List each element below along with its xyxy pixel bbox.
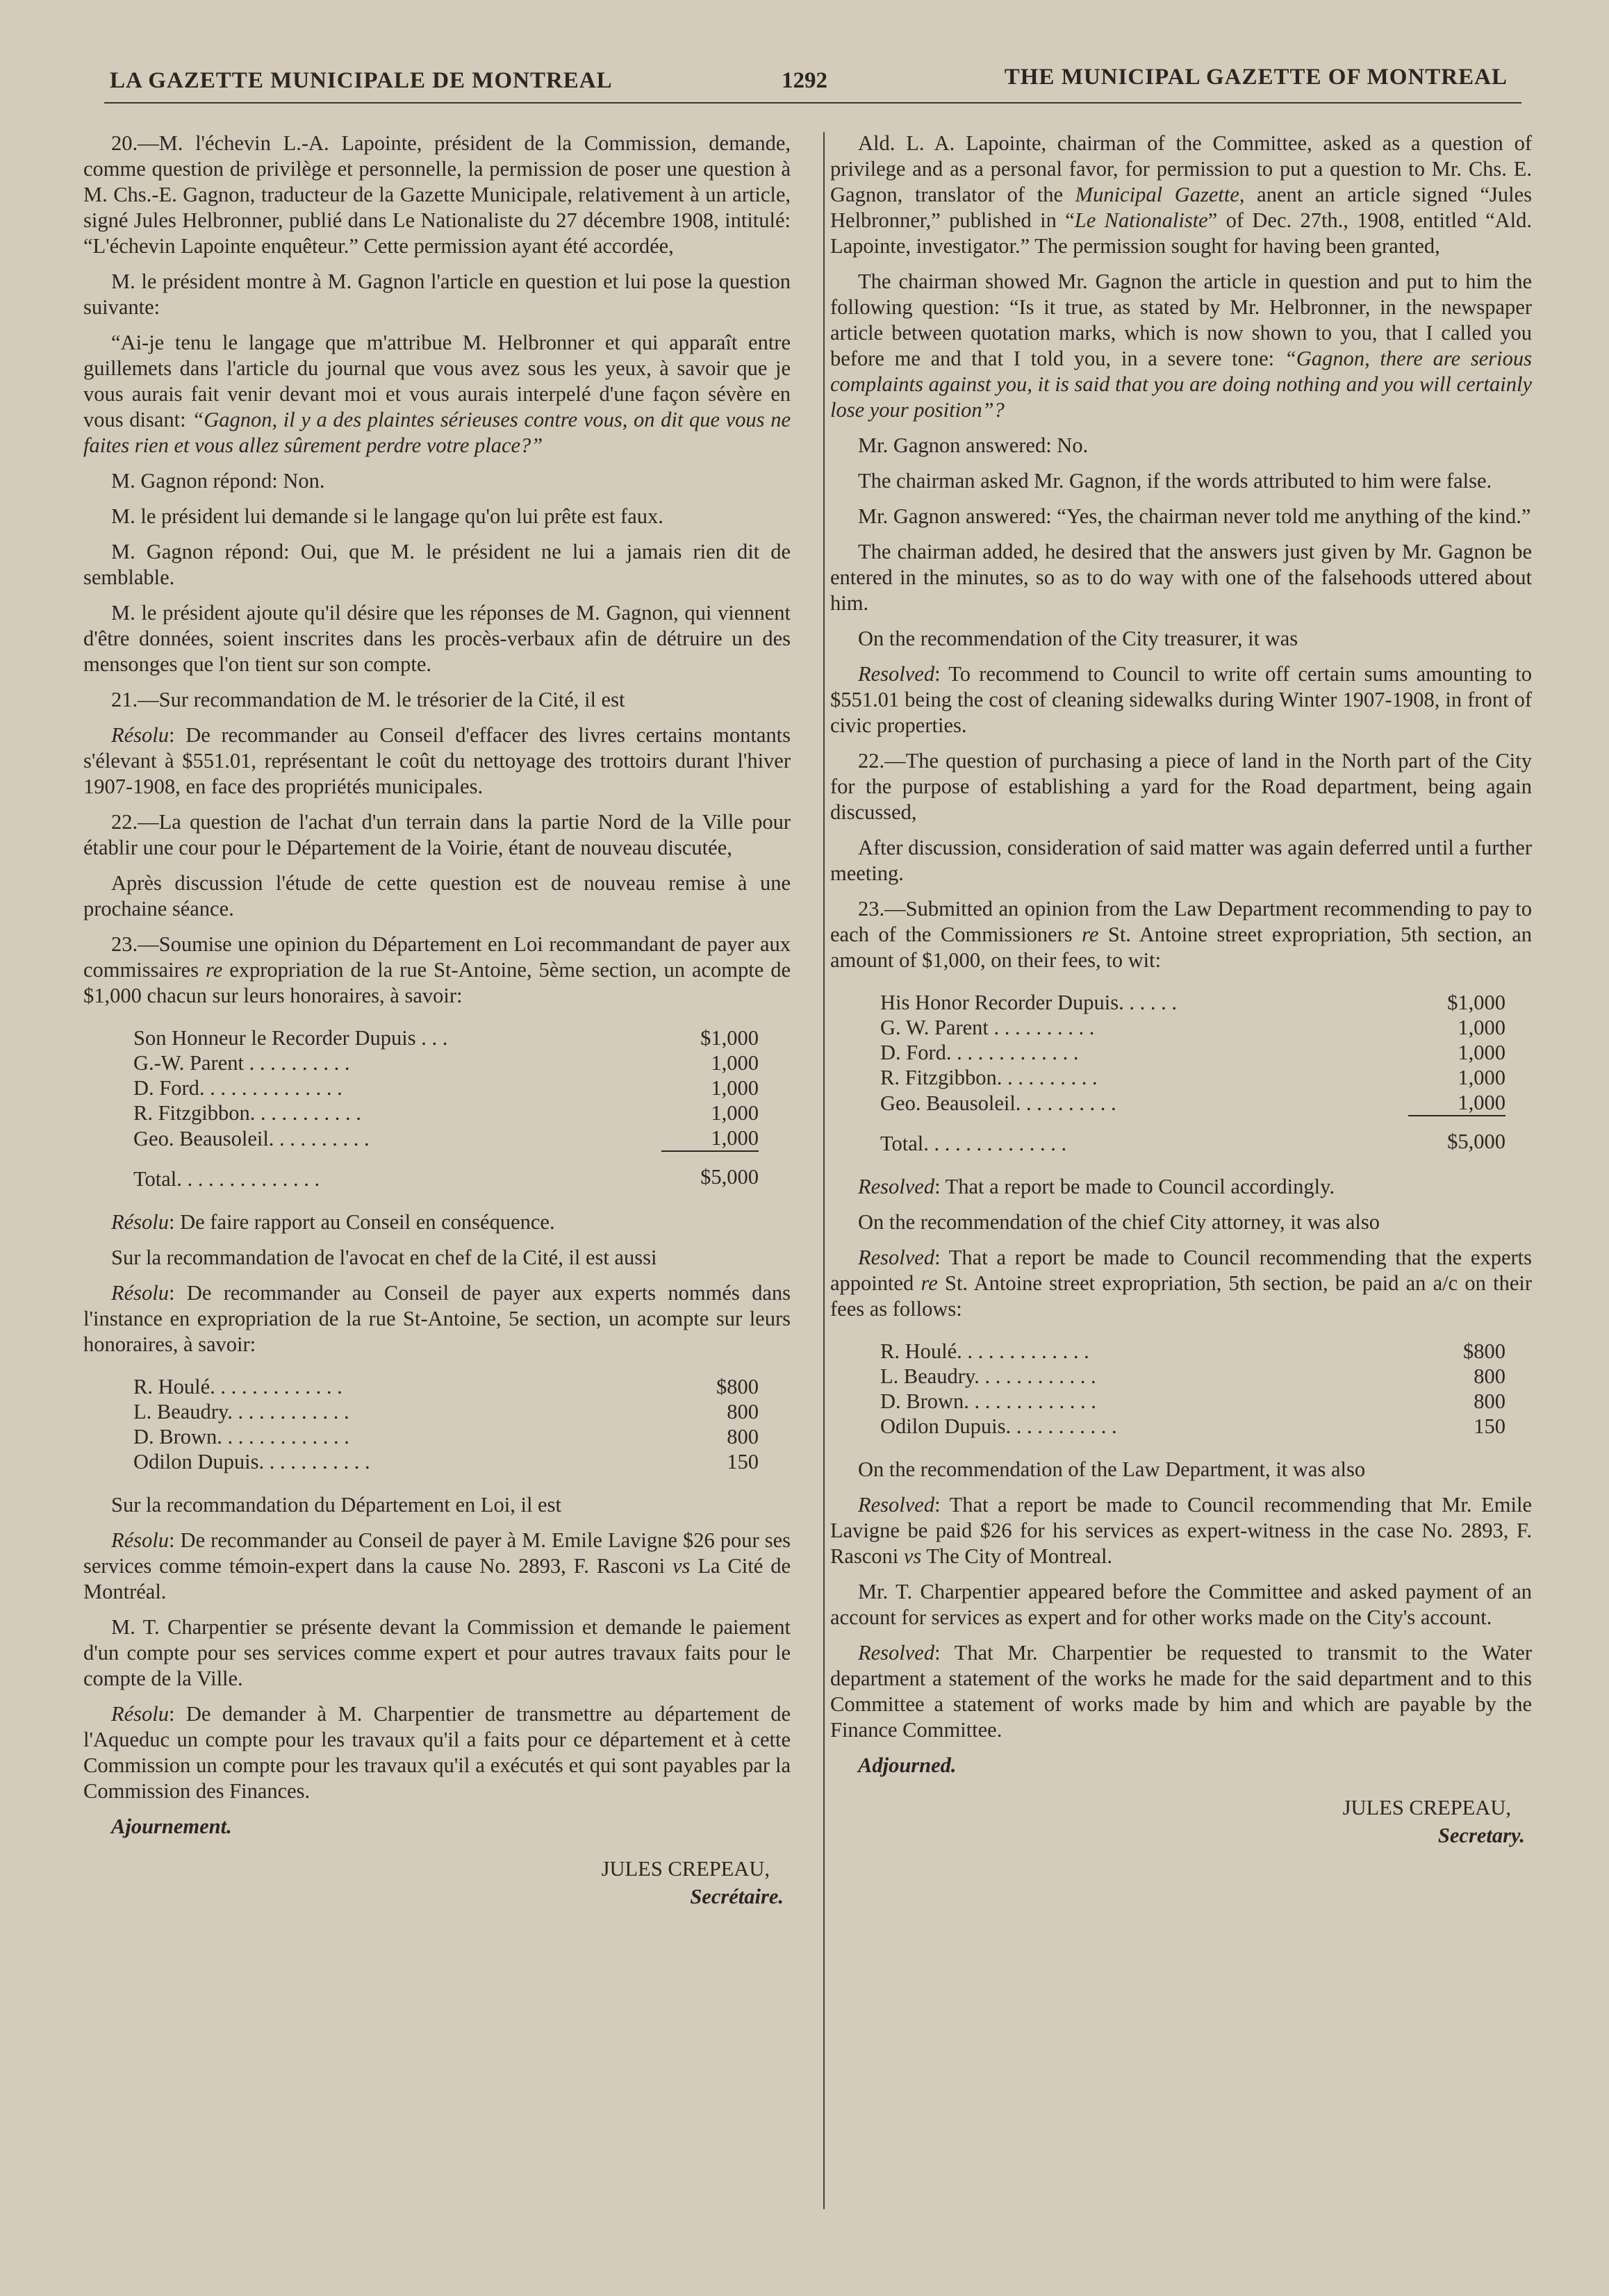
paragraph: On the recommendation of the chief City attorney, it was also (858, 1210, 1380, 1234)
header-french-title: LA GAZETTE MUNICIPALE DE MONTREAL (110, 68, 613, 93)
signature-name: JULES CREPEAU, (1342, 1796, 1511, 1819)
table-row: G. W. Parent . . . . . . . . . . 1,000 (880, 1016, 1505, 1039)
paragraph: Mr. Gagnon answered: “Yes, the chairman never told me anything of the kind.” (858, 504, 1531, 528)
paragraph: Mr. T. Charpentier appeared before the Committee and asked payment of an account for services as expert and for other works made on the City's account. (830, 1580, 1532, 1629)
adjournment: Ajournement. (111, 1815, 232, 1838)
table-row: L. Beaudry. . . . . . . . . . . . 800 (133, 1400, 759, 1423)
table-row: Odilon Dupuis. . . . . . . . . . . 150 (133, 1450, 759, 1473)
page-number: 1292 (782, 68, 827, 93)
table-row: D. Brown. . . . . . . . . . . . . 800 (133, 1425, 759, 1448)
paragraph: 22.—The question of purchasing a piece of land in the North part of the City for the purpose of establishing a yard for the Road department, being again discussed, (830, 749, 1532, 824)
paragraph: The chairman asked Mr. Gagnon, if the words attributed to him were false. (858, 469, 1492, 493)
table-total-row: Total. . . . . . . . . . . . . . $5,000 (133, 1151, 759, 1191)
paragraph: Sur la recommandation de l'avocat en chef de la Cité, il est aussi (111, 1246, 657, 1269)
paragraph: The chairman showed Mr. Gagnon the article in question and put to him the following question: “Is it true, as stated by Mr. Helbronner, in the newspaper article between quotation marks, which is now shown to you, that I called you before me and that I told you, in a severe tone: “Gagnon, there are serious complaints against you, it is said that you are doing nothing and you will certainly lose your position”? (830, 270, 1532, 422)
paragraph: On the recommendation of the City treasurer, it was (858, 627, 1298, 650)
table-row: Son Honneur le Recorder Dupuis . . . $1,000 (133, 1026, 759, 1050)
paragraph: 23.—Submitted an opinion from the Law Department recommending to pay to each of the Commissioners re St. Antoine street expropriation, 5th section, an amount of $1,000, on their fees, to wit: (830, 897, 1532, 972)
commissioners-table (133, 1025, 759, 1191)
paragraph: After discussion, consideration of said matter was again deferred until a further meeting. (830, 836, 1532, 885)
signature-name: JULES CREPEAU, (601, 1857, 770, 1881)
table-row: Geo. Beausoleil. . . . . . . . . . 1,000 (880, 1091, 1505, 1115)
header-rule (104, 102, 1521, 104)
table-row: R. Fitzgibbon. . . . . . . . . . 1,000 (880, 1066, 1505, 1089)
resolution: Résolu: De recommander au Conseil d'effacer des livres certains montants s'élevant à $551.01, représentant le coût du nettoyage des trottoirs durant l'hiver 1907-1908, en face des propriétés municipales. (83, 723, 791, 798)
signature-block (830, 1794, 1525, 1849)
paragraph: On the recommendation of the Law Department, it was also (858, 1457, 1366, 1481)
commissioners-table (880, 990, 1505, 1156)
paragraph: “Ai-je tenu le langage que m'attribue M. Helbronner et qui apparaît entre guillemets dans l'article du journal que vous avez sous les yeux, à savoir que je vous aurais fait venir devant moi et vous aurais interpelé d'une façon sévère en vous disant: “Gagnon, il y a des plaintes sérieuses contre vous, on dit que vous ne faites rien et vous allez sûrement perdre votre place?” (83, 331, 791, 457)
french-column (83, 131, 791, 1910)
paragraph: 22.—La question de l'achat d'un terrain dans la partie Nord de la Ville pour établir une cour pour le Département de la Voirie, étant de nouveau discutée, (83, 810, 791, 859)
paragraph: The chairman added, he desired that the answers just given by Mr. Gagnon be entered in the minutes, so as to do way with one of the falsehoods uttered about him. (830, 540, 1532, 615)
paragraph: Sur la recommandation du Département en Loi, il est (111, 1493, 561, 1517)
table-row: D. Brown. . . . . . . . . . . . . 800 (880, 1389, 1505, 1413)
table-row: R. Houlé. . . . . . . . . . . . . $800 (133, 1375, 759, 1398)
paragraph: 21.—Sur recommandation de M. le trésorier de la Cité, il est (111, 688, 625, 711)
header-english-title: THE MUNICIPAL GAZETTE OF MONTREAL (1004, 65, 1508, 90)
table-row: R. Fitzgibbon. . . . . . . . . . . 1,000 (133, 1101, 759, 1125)
paragraph: Ald. L. A. Lapointe, chairman of the Committee, asked as a question of privilege and as a personal favor, for permission to put a question to Mr. Chs. E. Gagnon, translator of the Municipal Gazette, anent an article signed “Jules Helbronner,” published in “Le Nationaliste” of Dec. 27th., 1908, entitled “Ald. Lapointe, investigator.” The permission sought for having been granted, (830, 131, 1532, 258)
paragraph: M. le président lui demande si le langage qu'on lui prête est faux. (111, 504, 663, 528)
resolution: Résolu: De recommander au Conseil de payer aux experts nommés dans l'instance en expropriation de la rue St-Antoine, 5e section, un acompte sur leurs honoraires, à savoir: (83, 1281, 791, 1356)
paragraph: 20.—M. l'échevin L.-A. Lapointe, président de la Commission, demande, comme question de privilège et personnelle, la permission de poser une question à M. Chs.-E. Gagnon, traducteur de la Gazette Municipale, relativement à un article, signé Jules Helbronner, publié dans Le Nationaliste du 27 décembre 1908, intitulé: “L'échevin Lapointe enquêteur.” Cette permission ayant été accordée, (83, 131, 791, 258)
paragraph: Mr. Gagnon answered: No. (858, 433, 1089, 457)
paragraph: 23.—Soumise une opinion du Département en Loi recommandant de payer aux commissaires re expropriation de la rue St-Antoine, 5ème section, un acompte de $1,000 chacun sur leurs honoraires, à savoir: (83, 932, 791, 1007)
paragraph: M. le président ajoute qu'il désire que les réponses de M. Gagnon, qui viennent d'être données, soient inscrites dans les procès-verbaux afin de détruire un des mensonges que l'on tient sur son compte. (83, 601, 791, 676)
resolution: Résolu: De faire rapport au Conseil en conséquence. (111, 1210, 555, 1234)
experts-table (133, 1374, 759, 1474)
adjournment: Adjourned. (858, 1753, 957, 1777)
resolution: Resolved: That a report be made to Council accordingly. (858, 1175, 1335, 1198)
table-row: Geo. Beausoleil. . . . . . . . . . 1,000 (133, 1126, 759, 1150)
table-row: D. Ford. . . . . . . . . . . . . 1,000 (880, 1041, 1505, 1064)
resolution: Resolved: That a report be made to Council recommending that Mr. Emile Lavigne be paid $26 for his services as expert-witness in the case No. 2893, F. Rasconi vs The City of Montreal. (830, 1493, 1532, 1568)
paragraph: M. le président montre à M. Gagnon l'article en question et lui pose la question suivante: (83, 270, 791, 319)
paragraph: M. Gagnon répond: Non. (111, 469, 325, 493)
resolution: Resolved: That a report be made to Council recommending that the experts appointed re St. Antoine street expropriation, 5th section, be paid an a/c on their fees as follows: (830, 1246, 1533, 1321)
resolution: Résolu: De recommander au Conseil de payer à M. Emile Lavigne $26 pour ses services comme témoin-expert dans la cause No. 2893, F. Rasconi vs La Cité de Montréal. (83, 1528, 791, 1603)
table-row: Odilon Dupuis. . . . . . . . . . . 150 (880, 1414, 1505, 1438)
resolution: Resolved: To recommend to Council to write off certain sums amounting to $551.01 being the cost of cleaning sidewalks during Winter 1907-1908, in front of civic properties. (830, 662, 1532, 737)
resolution: Resolved: That Mr. Charpentier be requested to transmit to the Water department a statement of the works he made for the said department and to this Committee a statement of works made by him and which are payable by the Finance Committee. (830, 1641, 1532, 1742)
table-row: G.-W. Parent . . . . . . . . . . 1,000 (133, 1051, 759, 1075)
paragraph: Après discussion l'étude de cette question est de nouveau remise à une prochaine séance. (83, 871, 791, 920)
signature-role: Secrétaire. (690, 1885, 784, 1908)
table-row: His Honor Recorder Dupuis. . . . . . $1,000 (880, 991, 1505, 1014)
table-row: D. Ford. . . . . . . . . . . . . . 1,000 (133, 1076, 759, 1100)
english-column (830, 131, 1532, 1849)
paragraph: M. T. Charpentier se présente devant la Commission et demande le paiement d'un compte pour ses services comme expert et pour autres travaux faits pour le compte de la Ville. (83, 1615, 791, 1690)
signature-block (83, 1855, 784, 1910)
column-divider (823, 132, 825, 2209)
page-header (104, 63, 1508, 97)
paragraph: M. Gagnon répond: Oui, que M. le président ne lui a jamais rien dit de semblable. (83, 540, 791, 589)
table-row: R. Houlé. . . . . . . . . . . . . $800 (880, 1339, 1505, 1363)
table-row: L. Beaudry. . . . . . . . . . . . 800 (880, 1364, 1505, 1388)
resolution: Résolu: De demander à M. Charpentier de transmettre au département de l'Aqueduc un compte pour les travaux qu'il a faits pour ce département et à cette Commission un compte pour les travaux qu'il a exécutés et qui sont payables par la Commission des Finances. (83, 1702, 791, 1803)
table-total-row: Total. . . . . . . . . . . . . . $5,000 (880, 1116, 1505, 1156)
signature-role: Secretary. (1437, 1824, 1525, 1847)
experts-table (880, 1339, 1505, 1439)
